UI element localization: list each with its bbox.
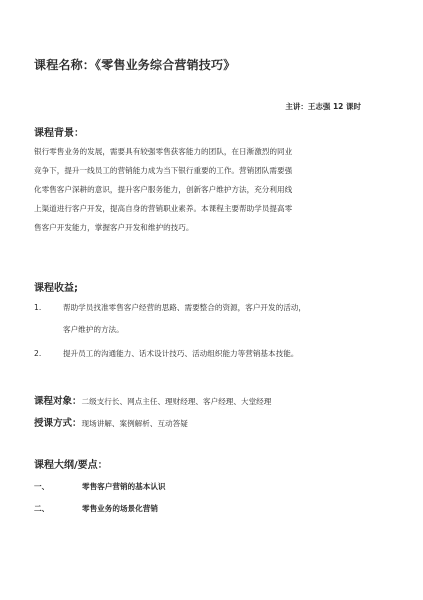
outline-item-2 [34, 503, 158, 514]
audience-row [34, 389, 271, 408]
list-number: 2. [34, 349, 42, 358]
outline-text: 零售业务的场景化营销 [82, 504, 158, 513]
audience-label: 课程对象： [34, 396, 82, 407]
benefit-item-1-continuation: 客户维护的方法。 [63, 325, 124, 334]
background-paragraph [34, 142, 394, 237]
list-number: 1. [34, 303, 42, 312]
outline-text: 零售客户营销的基本认识 [82, 482, 166, 491]
paragraph-line: 上渠道进行客户开发，提高自身的营销职业素养。本课程主要帮助学员提高零 [34, 204, 293, 213]
lecturer-info: 主讲：王志强 12 课时 [285, 102, 361, 111]
paragraph-line: 银行零售业务的发展，需要具有较强零售获客能力的团队，在日渐激烈的同业 [34, 147, 293, 156]
paragraph-line: 化零售客户深耕的意识，提升客户服务能力，创新客户维护方法，充分利用线 [34, 185, 293, 194]
outline-heading: 课程大纲/要点： [34, 460, 108, 471]
background-heading: 课程背景： [34, 128, 84, 139]
outline-number: 二、 [34, 504, 50, 513]
benefit-item-1 [34, 302, 306, 313]
paragraph-line: 竞争下，提升一线员工的营销能力成为当下银行重要的工作。营销团队需要强 [34, 166, 293, 175]
method-value: 现场讲解、案例解析、互动答疑 [81, 419, 188, 428]
list-item-text: 提升员工的沟通能力、话术设计技巧、活动组织能力等营销基本技能。 [63, 349, 299, 358]
benefits-heading: 课程收益; [34, 283, 78, 294]
list-item-text: 帮助学员找准零售客户经营的思路、需要整合的资源，客户开发的活动， [63, 303, 306, 312]
benefit-item-2 [34, 348, 298, 359]
method-row [34, 411, 188, 430]
outline-item-1 [34, 481, 166, 492]
method-label: 授课方式： [34, 418, 82, 429]
paragraph-line: 售客户开发能力，掌握客户开发和维护的技巧。 [34, 223, 194, 232]
outline-number: 一、 [34, 482, 50, 491]
course-title: 课程名称：《零售业务综合营销技巧》 [34, 58, 236, 72]
audience-value: 二级支行长、网点主任、理财经理、客户经理、大堂经理 [81, 397, 272, 406]
